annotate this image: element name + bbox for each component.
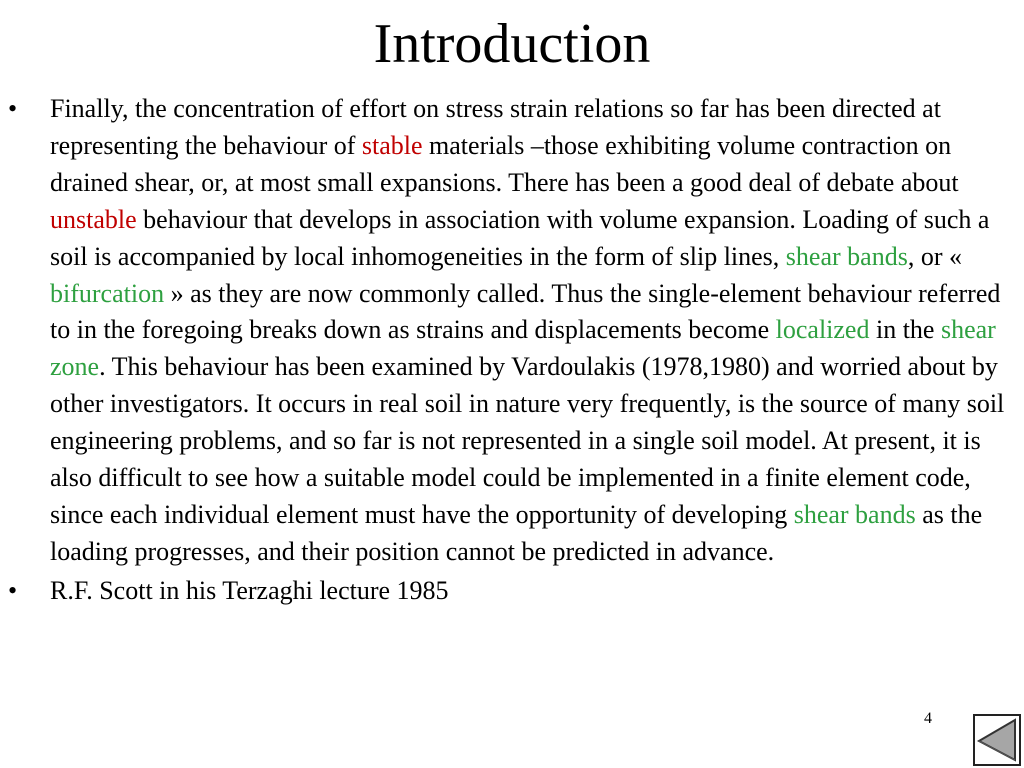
text-segment: behaviour that develops in association with volume expansion. Loading of such a soil is accompanied by local inhomogeneities in the form of slip lines,	[50, 204, 990, 271]
bullet-list	[0, 91, 1024, 610]
text-segment: in the	[869, 315, 941, 345]
previous-slide-button[interactable]	[973, 714, 1021, 766]
text-segment: materials –those exhibiting volume contraction on drained shear, or, at most small expansions. There has been a good deal of debate about	[50, 130, 959, 197]
term-unstable: unstable	[50, 204, 137, 234]
page-number: 4	[924, 710, 932, 727]
bullet-marker: •	[8, 575, 18, 605]
text-segment: Finally, the concentration of effort on stress strain relations so far has been directed at representing the behaviour of	[50, 94, 941, 160]
term-localized: localized	[775, 315, 870, 345]
term-shear-zone: shear zone	[50, 315, 996, 382]
bullet-marker: •	[8, 94, 18, 123]
text-segment: as the loading progresses, and their position cannot be predicted in advance.	[50, 499, 983, 566]
text-segment: . This behaviour has been examined by Vardoulakis (1978,1980) and worried about by other investigators. It occurs in real soil in nature very frequently, is the source of many soil engineering problems, and so far is not represented in a single soil model. At present, it is also difficult to see how a suitable model could be implemented in a finite element code, since each individual element must have the opportunity of developing	[50, 352, 1005, 529]
slide-title: Introduction	[373, 13, 651, 75]
term-shear-bands-2: shear bands	[793, 499, 916, 529]
term-bifurcation: bifurcation	[50, 278, 165, 308]
citation-text: R.F. Scott in his Terzaghi lecture 1985	[50, 575, 449, 605]
bullet-item-quote	[0, 91, 1024, 571]
text-segment: » as they are now commonly called. Thus the single-element behaviour referred to in the foregoing breaks down as strains and displacements become	[50, 278, 1001, 345]
text-segment: , or «	[907, 241, 962, 271]
term-stable: stable	[361, 130, 423, 160]
quote-text	[50, 94, 1004, 566]
term-shear-bands: shear bands	[785, 241, 908, 271]
bullet-item-citation	[0, 573, 1024, 610]
triangle-back-icon	[975, 716, 1019, 764]
